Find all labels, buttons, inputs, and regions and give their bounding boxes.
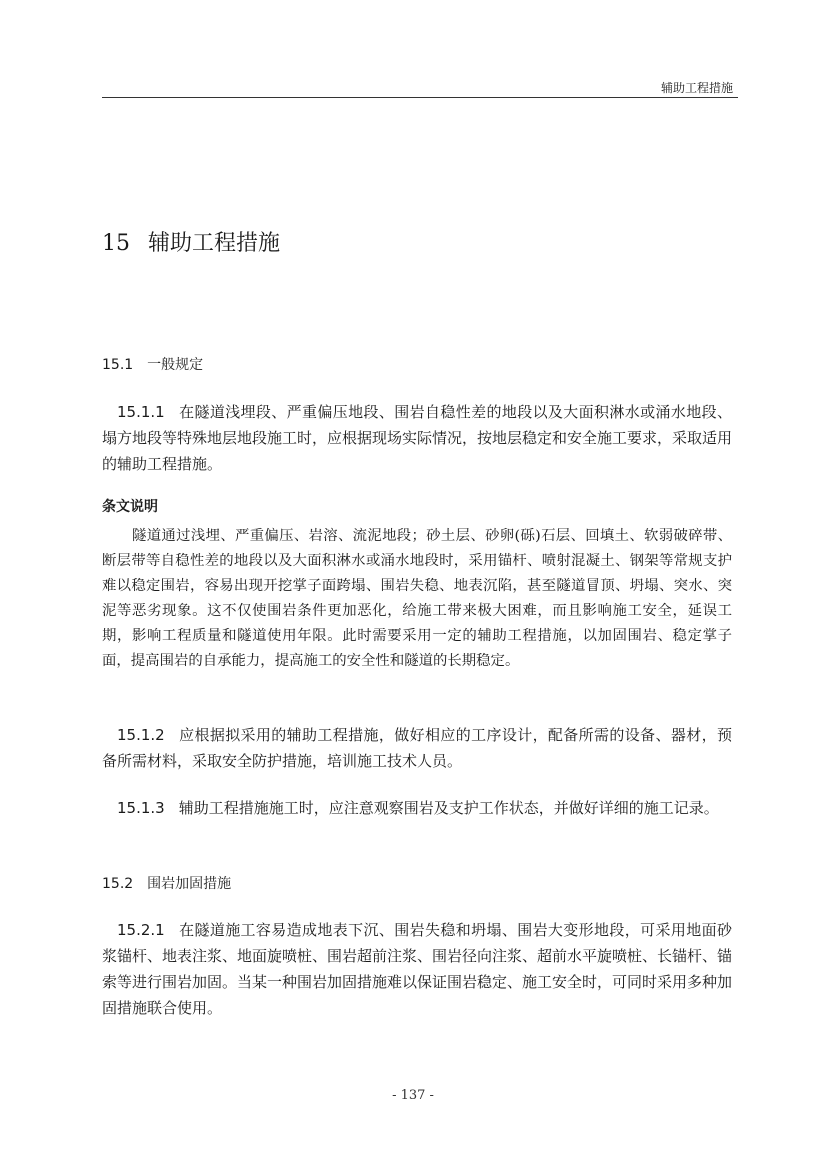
clause-paragraph [102,399,732,477]
clause-text: 应根据拟采用的辅助工程措施，做好相应的工序设计，配备所需的设备、器材，预备所需材料，采取安全防护措施，培训施工技术人员。 [102,726,732,770]
clause-number: 15.1.3 [117,799,165,817]
section-number: 15.1 [102,357,134,373]
clause-text: 在隧道浅埋段、严重偏压地段、围岩自稳性差的地段以及大面积淋水或涌水地段、塌方地段等特殊地层地段施工时，应根据现场实际情况，按地层稳定和安全施工要求，采取适用的辅助工程措施。 [102,403,733,473]
section-heading [102,354,203,374]
header-rule [102,97,738,98]
section-title: 一般规定 [147,357,204,373]
clause-number: 15.1.2 [117,726,165,744]
chapter-number: 15 [102,231,130,256]
running-header: 辅助工程措施 [660,81,733,95]
note-body: 隧道通过浅埋、严重偏压、岩溶、流泥地段；砂土层、砂卵(砾)石层、回填土、软弱破碎带、断层带等自稳性差的地段以及大面积淋水或涌水地段时，采用锚杆、喷射混凝土、钢架等常规支护难以稳定围岩，容易出现开挖掌子面跨塌、围岩失稳、地表沉陷，甚至隧道冒顶、坍塌、突水、突泥等恶劣现象。这不仅使围岩条件更加恶化，给施工带来极大困难，而且影响施工安全，延误工期，影响工程质量和隧道使用年限。此时需要采用一定的辅助工程措施，以加固围岩、稳定掌子面，提高围岩的自承能力，提高施工的安全性和隧道的长期稳定。 [102,528,732,669]
clause-paragraph [102,722,732,774]
section-heading [102,873,231,893]
section-number: 15.2 [102,876,134,892]
clause-text: 在隧道施工容易造成地表下沉、围岩失稳和坍塌、围岩大变形地段，可采用地面砂浆锚杆、地表注浆、地面旋喷桩、围岩超前注浆、围岩径向注浆、超前水平旋喷桩、长锚杆、锚索等进行围岩加固。当某一种围岩加固措施难以保证围岩稳定、施工安全时，可同时采用多种加固措施联合使用。 [102,921,733,1017]
clause-paragraph [102,795,732,821]
clause-paragraph [102,917,732,1021]
clause-number: 15.2.1 [117,921,165,939]
page-number: - 137 - [392,1088,434,1103]
chapter-heading [102,226,280,257]
clause-number: 15.1.1 [117,403,165,421]
section-title: 围岩加固措施 [147,876,232,892]
clause-text: 辅助工程措施施工时，应注意观察围岩及支护工作状态，并做好详细的施工记录。 [178,799,719,817]
note-title: 条文说明 [102,499,158,515]
chapter-title: 辅助工程措施 [148,231,281,256]
